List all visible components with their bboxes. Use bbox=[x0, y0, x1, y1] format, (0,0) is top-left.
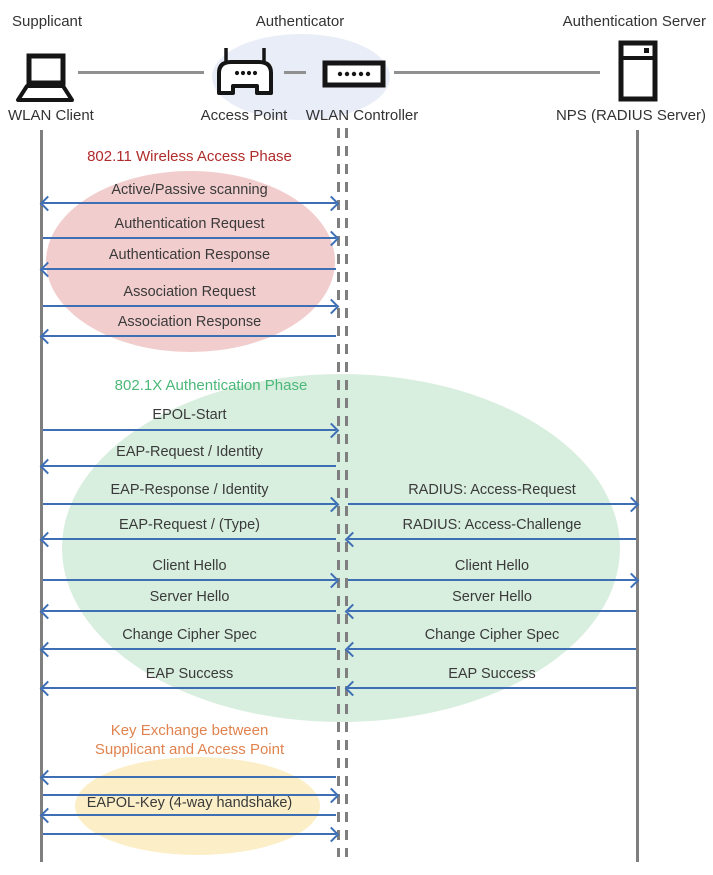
message-label-eap-success-right: EAP Success bbox=[448, 666, 536, 682]
node-label-wlan-client: WLAN Client bbox=[8, 107, 94, 124]
message-arrow-client-hello-left bbox=[43, 579, 336, 581]
message-arrow-auth-response bbox=[43, 268, 336, 270]
message-label-radius-access-request: RADIUS: Access-Request bbox=[408, 482, 576, 498]
key-exchange-arrow-4 bbox=[43, 833, 336, 835]
message-label-eap-request-type: EAP-Request / (Type) bbox=[118, 517, 261, 533]
message-arrow-change-cipher-left bbox=[43, 648, 336, 650]
link-client-ap bbox=[78, 71, 204, 74]
link-controller-server bbox=[394, 71, 600, 74]
message-arrow-scanning bbox=[43, 202, 336, 204]
message-label-assoc-response: Association Response bbox=[117, 314, 262, 330]
message-arrow-radius-access-request bbox=[348, 503, 636, 505]
message-arrow-assoc-response bbox=[43, 335, 336, 337]
message-arrow-assoc-request bbox=[43, 305, 336, 307]
message-label-eap-response-identity: EAP-Response / Identity bbox=[110, 482, 269, 498]
message-arrow-server-hello-right bbox=[348, 610, 636, 612]
access-point-icon bbox=[216, 44, 274, 96]
phase3-title-line2: Supplicant and Access Point bbox=[94, 741, 285, 758]
wlan-controller-icon bbox=[322, 60, 386, 88]
message-arrow-eap-request-type bbox=[43, 538, 336, 540]
message-label-epol-start: EPOL-Start bbox=[152, 407, 227, 423]
message-arrow-radius-access-challenge bbox=[348, 538, 636, 540]
role-label-supplicant: Supplicant bbox=[12, 13, 83, 30]
message-arrow-epol-start bbox=[43, 429, 336, 431]
message-arrow-eap-response-identity bbox=[43, 503, 336, 505]
message-label-auth-response: Authentication Response bbox=[108, 247, 271, 263]
lifeline-radius-server bbox=[636, 130, 639, 862]
message-arrow-server-hello-left bbox=[43, 610, 336, 612]
node-label-access-point: Access Point bbox=[200, 107, 288, 124]
message-label-change-cipher-right: Change Cipher Spec bbox=[424, 627, 560, 643]
message-label-assoc-request: Association Request bbox=[123, 284, 256, 300]
node-label-nps: NPS (RADIUS Server) bbox=[555, 107, 706, 124]
server-icon bbox=[618, 40, 658, 102]
link-ap-controller bbox=[284, 71, 306, 74]
laptop-icon bbox=[14, 52, 76, 106]
key-exchange-arrow-1 bbox=[43, 776, 336, 778]
message-arrow-eap-success-right bbox=[348, 687, 636, 689]
message-label-eap-request-identity: EAP-Request / Identity bbox=[116, 444, 263, 460]
message-arrow-eap-request-identity bbox=[43, 465, 336, 467]
role-label-authentication-server: Authentication Server bbox=[562, 13, 706, 30]
message-arrow-auth-request bbox=[43, 237, 336, 239]
message-label-scanning: Active/Passive scanning bbox=[111, 182, 268, 198]
phase3-title bbox=[43, 721, 336, 759]
message-label-server-hello-right: Server Hello bbox=[452, 589, 532, 605]
message-label-server-hello-left: Server Hello bbox=[149, 589, 230, 605]
key-exchange-arrow-3 bbox=[43, 814, 336, 816]
message-label-client-hello-left: Client Hello bbox=[152, 558, 227, 574]
message-label-radius-access-challenge: RADIUS: Access-Challenge bbox=[402, 517, 582, 533]
message-arrow-change-cipher-right bbox=[348, 648, 636, 650]
phase2-title: 802.1X Authentication Phase bbox=[114, 377, 308, 394]
role-label-authenticator: Authenticator bbox=[255, 13, 345, 30]
phase1-title: 802.11 Wireless Access Phase bbox=[87, 148, 292, 165]
message-label-change-cipher-left: Change Cipher Spec bbox=[122, 627, 257, 643]
phase3-title-line1: Key Exchange between bbox=[110, 722, 269, 739]
message-arrow-client-hello-right bbox=[348, 579, 636, 581]
message-arrow-eap-success-left bbox=[43, 687, 336, 689]
node-label-wlan-controller: WLAN Controller bbox=[305, 107, 419, 124]
message-label-client-hello-right: Client Hello bbox=[454, 558, 530, 574]
message-label-eap-success-left: EAP Success bbox=[145, 666, 234, 682]
message-label-auth-request: Authentication Request bbox=[114, 216, 265, 232]
key-exchange-label: EAPOL-Key (4-way handshake) bbox=[86, 795, 293, 811]
